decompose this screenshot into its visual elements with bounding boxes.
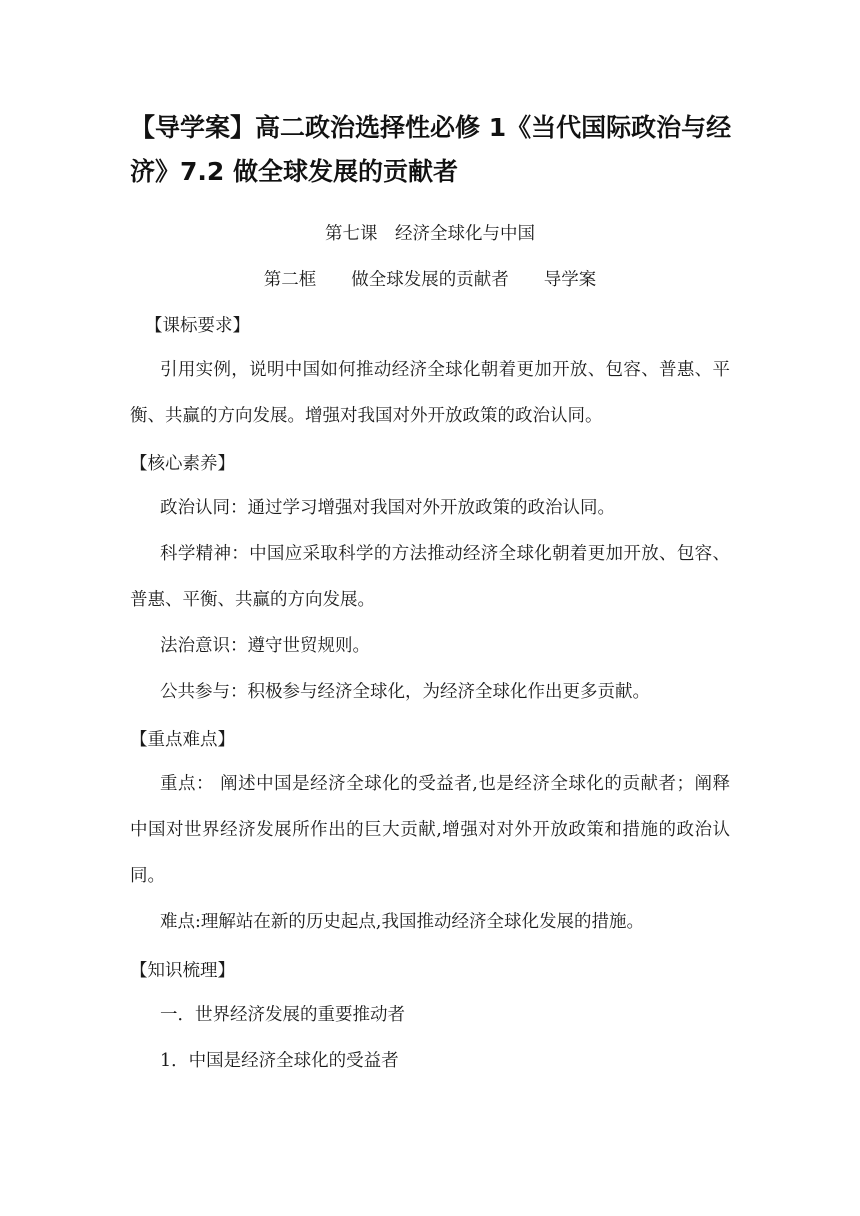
literacy-law: 法治意识：遵守世贸规则。 xyxy=(160,636,370,656)
knowledge-section-one: 一．世界经济发展的重要推动者 xyxy=(160,1005,405,1025)
lesson-heading: 第七课 经济全球化与中国 xyxy=(325,224,535,244)
curriculum-text: 引用实例，说明中国如何推动经济全球化朝着更加开放、包容、普惠、平衡、共赢的方向发展。增强对我国对外开放政策的政治认同。 xyxy=(130,360,730,426)
key-points-heading: 【重点难点】 xyxy=(130,730,235,750)
literacy-heading: 【核心素养】 xyxy=(130,454,235,474)
difficult-point-text: 难点:理解站在新的历史起点,我国推动经济全球化发展的措施。 xyxy=(160,912,644,932)
literacy-science: 科学精神：中国应采取科学的方法推动经济全球化朝着更加开放、包容、普惠、平衡、共赢的方向发展。 xyxy=(130,544,730,610)
key-point-text: 重点： 阐述中国是经济全球化的受益者,也是经济全球化的贡献者；阐释中国对世界经济发展所作出的巨大贡献,增强对对外开放政策和措施的政治认同。 xyxy=(130,774,730,886)
knowledge-item-one: 1．中国是经济全球化的受益者 xyxy=(160,1051,399,1071)
curriculum-heading: 【课标要求】 xyxy=(145,316,250,336)
knowledge-heading: 【知识梳理】 xyxy=(130,961,235,981)
literacy-political: 政治认同：通过学习增强对我国对外开放政策的政治认同。 xyxy=(160,498,615,518)
document-title: 【导学案】高二政治选择性必修 1《当代国际政治与经济》7.2 做全球发展的贡献者 xyxy=(130,113,732,186)
literacy-public: 公共参与：积极参与经济全球化，为经济全球化作出更多贡献。 xyxy=(160,682,650,702)
section-heading: 第二框 做全球发展的贡献者 导学案 xyxy=(263,270,597,290)
